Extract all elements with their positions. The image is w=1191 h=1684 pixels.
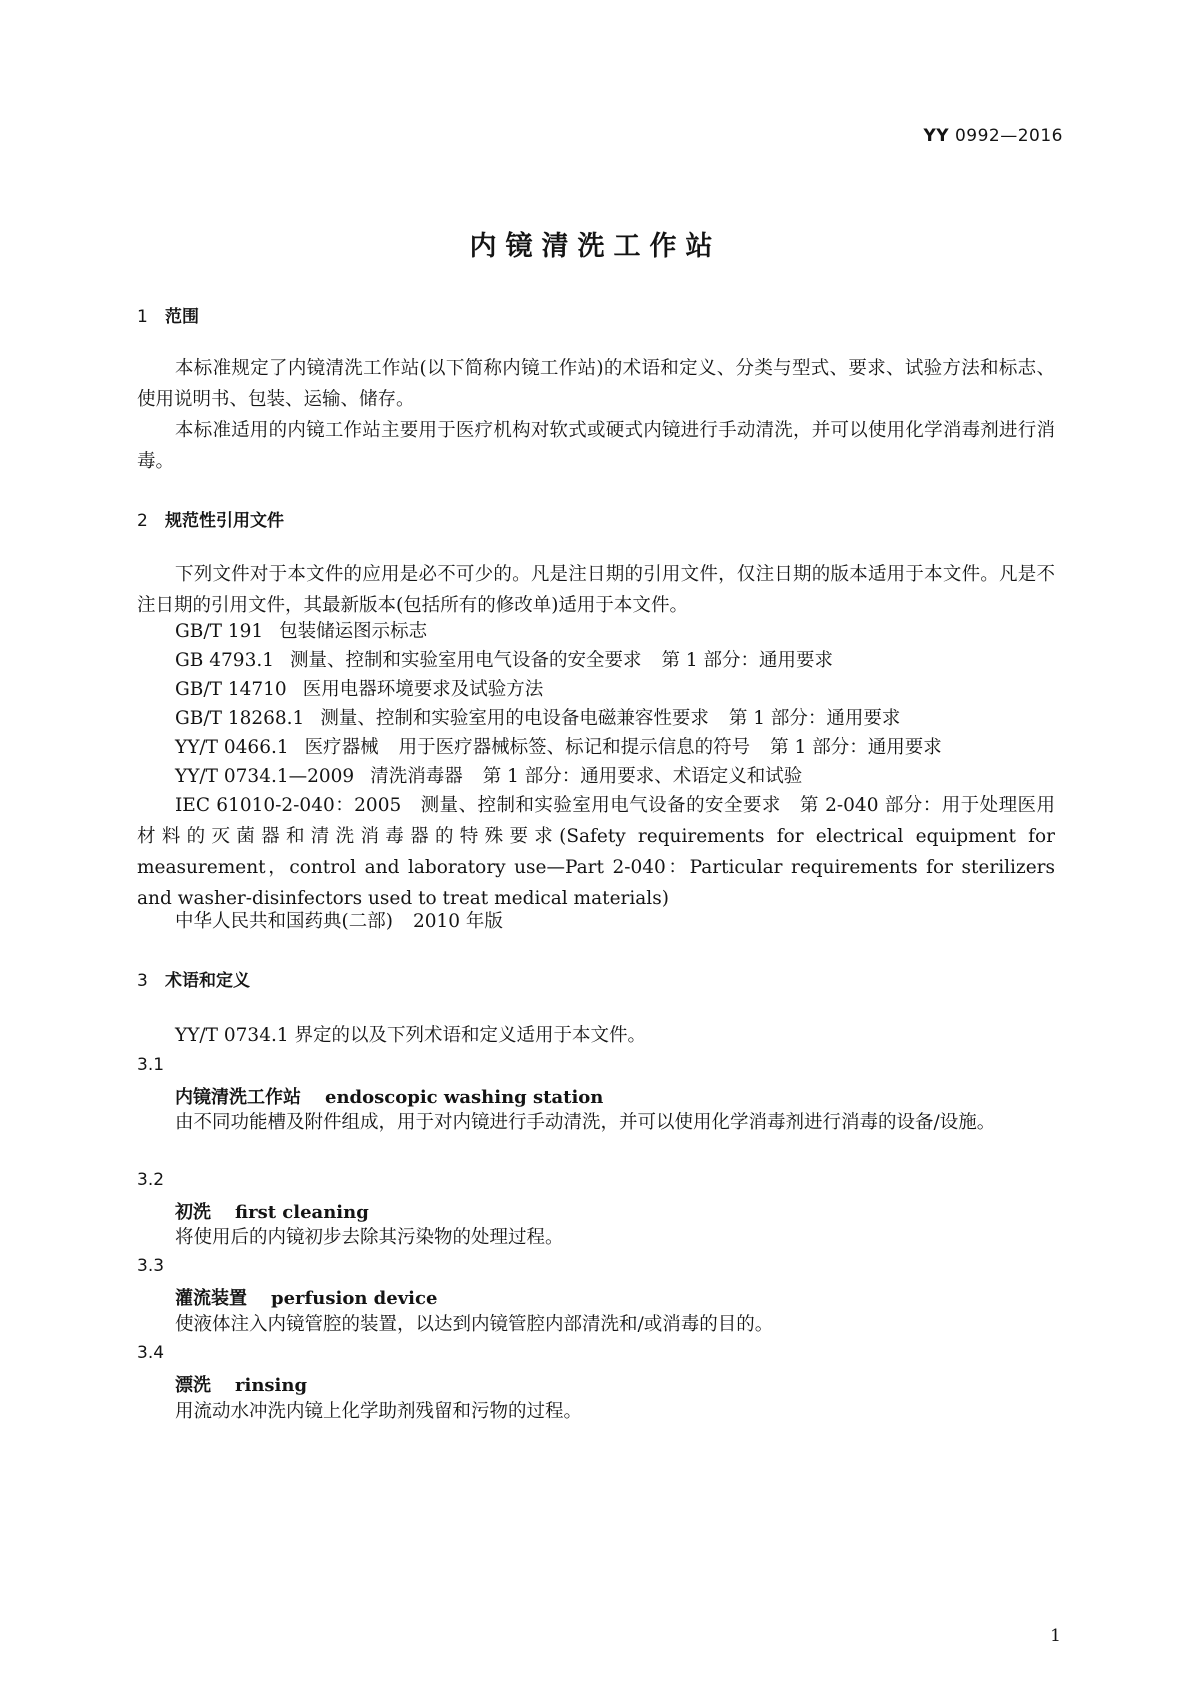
reference-title: 测量、控制和实验室用电气设备的安全要求	[290, 650, 642, 671]
terms-intro: YY/T 0734.1 界定的以及下列术语和定义适用于本文件。	[175, 1025, 646, 1046]
section-heading-1	[137, 302, 199, 327]
reference-item	[175, 703, 1055, 734]
term-number: 3.3	[137, 1256, 165, 1276]
standard-prefix: YY	[923, 126, 950, 146]
reference-item	[175, 732, 1055, 763]
reference-item-iec: IEC 61010-2-040：2005 测量、控制和实验室用电气设备的安全要求 第 2-040 部分：用于处理医用材料的灭菌器和清洗消毒器的特殊要求(Safety requirements for electrical equipment for measurement，control and laboratory use—Part 2-040：Particular requirements for sterilizers and washer-disinfectors used to treat medical materials)	[137, 795, 1055, 909]
term-name-en: endoscopic washing station	[325, 1087, 604, 1108]
term-name	[175, 1083, 603, 1109]
section-heading-2	[137, 506, 284, 531]
term-name-zh: 内镜清洗工作站	[175, 1087, 301, 1108]
standard-code	[923, 126, 1063, 146]
term-number: 3.1	[137, 1055, 165, 1075]
reference-title: 医疗器械	[304, 737, 379, 758]
reference-item	[175, 761, 1055, 792]
page-title: 内镜清洗工作站	[469, 231, 722, 262]
term-name	[175, 1198, 369, 1224]
term-name	[175, 1371, 307, 1397]
reference-code: YY/T 0466.1	[175, 737, 289, 758]
reference-code: GB/T 18268.1	[175, 708, 305, 729]
reference-title: 医用电器环境要求及试验方法	[302, 679, 544, 700]
references-intro: 下列文件对于本文件的应用是必不可少的。凡是注日期的引用文件，仅注日期的版本适用于本文件。凡是不注日期的引用文件，其最新版本(包括所有的修改单)适用于本文件。	[137, 564, 1055, 616]
reference-code: GB/T 191	[175, 621, 264, 642]
standard-number: 0992—2016	[949, 126, 1063, 146]
term-definition: 由不同功能槽及附件组成，用于对内镜进行手动清洗，并可以使用化学消毒剂进行消毒的设备/设施。	[175, 1112, 996, 1133]
term-name-en: rinsing	[235, 1375, 308, 1396]
scope-paragraph-2: 本标准适用的内镜工作站主要用于医疗机构对软式或硬式内镜进行手动清洗，并可以使用化学消毒剂进行消毒。	[137, 420, 1055, 472]
term-number: 3.4	[137, 1343, 165, 1363]
term-name-zh: 初洗	[175, 1202, 211, 1223]
reference-item	[175, 645, 1055, 676]
reference-code: GB 4793.1	[175, 650, 274, 671]
reference-title: 包装储运图示标志	[279, 621, 428, 642]
section-title: 规范性引用文件	[165, 511, 284, 531]
section-title: 术语和定义	[165, 971, 250, 991]
term-definition: 使液体注入内镜管腔的装置，以达到内镜管腔内部清洗和/或消毒的目的。	[175, 1314, 774, 1335]
term-definition: 将使用后的内镜初步去除其污染物的处理过程。	[175, 1227, 564, 1248]
reference-title: 中华人民共和国药典(二部)	[175, 911, 393, 932]
reference-item	[175, 906, 1055, 937]
reference-title: 测量、控制和实验室用的电设备电磁兼容性要求	[320, 708, 709, 729]
term-name-en: perfusion device	[271, 1288, 438, 1309]
reference-code: GB/T 14710	[175, 679, 287, 700]
reference-part: 第 1 部分：通用要求	[770, 737, 942, 758]
section-number: 2	[137, 511, 148, 531]
term-name-zh: 灌流装置	[175, 1288, 247, 1309]
section-heading-3	[137, 966, 250, 991]
reference-code: YY/T 0734.1—2009	[175, 766, 355, 787]
term-name-en: first cleaning	[235, 1202, 369, 1223]
term-number: 3.2	[137, 1170, 165, 1190]
reference-part: 第 1 部分：通用要求	[661, 650, 834, 671]
term-name	[175, 1284, 437, 1310]
reference-part: 第 1 部分：通用要求、术语定义和试验	[482, 766, 803, 787]
section-title: 范围	[165, 307, 199, 327]
term-name-zh: 漂洗	[175, 1375, 211, 1396]
reference-item	[175, 616, 1055, 647]
reference-part: 第 1 部分：通用要求	[728, 708, 901, 729]
scope-paragraph-1: 本标准规定了内镜清洗工作站(以下简称内镜工作站)的术语和定义、分类与型式、要求、试验方法和标志、使用说明书、包装、运输、储存。	[137, 358, 1055, 410]
section-number: 1	[137, 307, 148, 327]
section-number: 3	[137, 971, 148, 991]
reference-item	[175, 674, 1055, 705]
reference-title: 清洗消毒器	[370, 766, 463, 787]
reference-edition: 2010 年版	[412, 911, 503, 932]
page-number: 1	[1050, 1626, 1061, 1646]
term-definition: 用流动水冲洗内镜上化学助剂残留和污物的过程。	[175, 1401, 583, 1422]
reference-subtitle: 用于医疗器械标签、标记和提示信息的符号	[398, 737, 751, 758]
